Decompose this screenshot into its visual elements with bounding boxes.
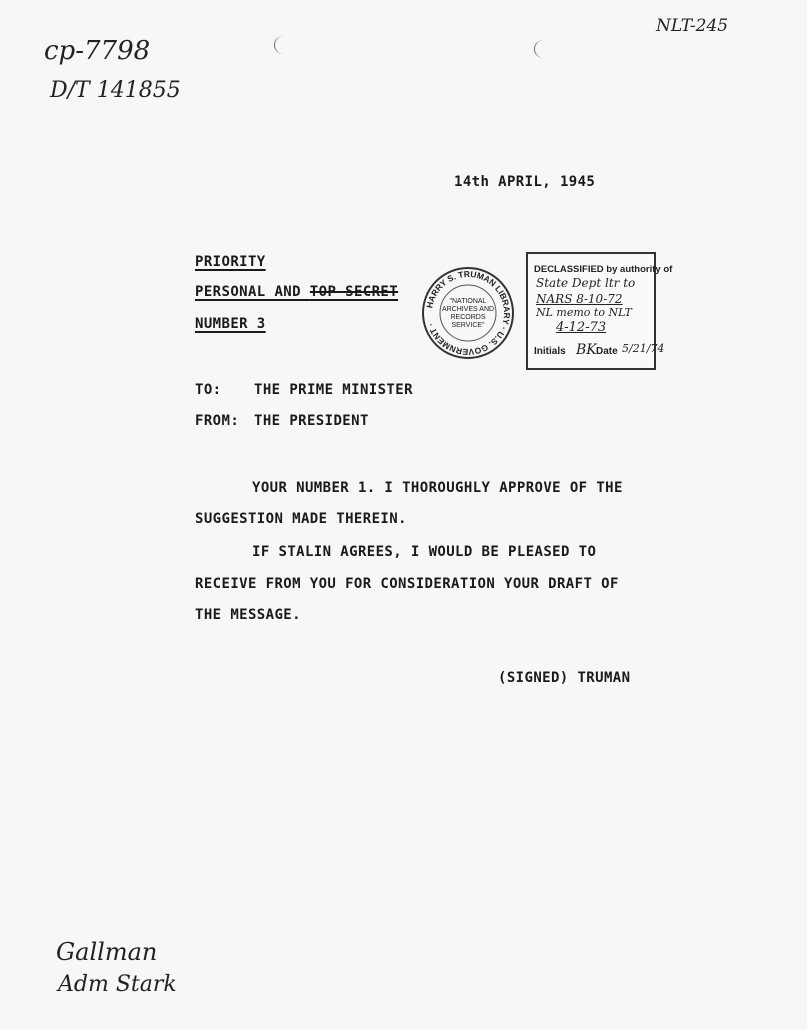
priority-header: PRIORITY bbox=[195, 254, 266, 270]
seal-center-3: RECORDS bbox=[450, 314, 486, 321]
number-header: NUMBER 3 bbox=[195, 316, 266, 332]
declassified-date-value: 5/21/74 bbox=[622, 342, 665, 355]
declassified-initials-value: BK bbox=[576, 342, 597, 358]
to-label: TO: bbox=[195, 382, 222, 398]
from-value: THE PRESIDENT bbox=[254, 413, 369, 429]
seal-center-2: ARCHIVES AND bbox=[441, 306, 495, 313]
from-label: FROM: bbox=[195, 413, 240, 429]
body-p1-line2: SUGGESTION MADE THEREIN. bbox=[195, 511, 407, 527]
declassified-stamp bbox=[526, 252, 673, 370]
punch-hole-left bbox=[274, 36, 293, 54]
document-date: 14th APRIL, 1945 bbox=[454, 174, 596, 190]
to-value: THE PRIME MINISTER bbox=[254, 382, 413, 398]
struck-classification: TOP SECRET bbox=[309, 284, 399, 300]
declassified-hand-3: NL memo to NLT bbox=[536, 306, 632, 319]
classification-header bbox=[195, 284, 398, 300]
declassified-hand-4: 4-12-73 bbox=[556, 320, 607, 335]
body-p2-line1: IF STALIN AGREES, I WOULD BE PLEASED TO bbox=[252, 544, 597, 560]
seal-ring-text: HARRY S. TRUMAN LIBRARY · U.S. GOVERNMENT · bbox=[424, 268, 513, 358]
truman-library-seal bbox=[420, 265, 516, 361]
declassified-heading: DECLASSIFIED by authority of bbox=[534, 264, 673, 275]
handwritten-bottom-1: Gallman bbox=[56, 938, 158, 966]
declassified-initials-label: Initials bbox=[534, 346, 566, 357]
body-p1-line1: YOUR NUMBER 1. I THOROUGHLY APPROVE OF THE bbox=[252, 480, 623, 496]
seal-center-4: SERVICE" bbox=[451, 322, 485, 329]
handwritten-top-right: NLT-245 bbox=[656, 16, 729, 36]
body-p2-line2: RECEIVE FROM YOU FOR CONSIDERATION YOUR DRAFT OF bbox=[195, 576, 619, 592]
seal-center-1: "NATIONAL bbox=[449, 298, 487, 305]
handwritten-bottom-2: Adm Stark bbox=[58, 972, 177, 997]
handwritten-top-left-1: cp-7798 bbox=[44, 36, 151, 66]
handwritten-top-left-2: D/T 141855 bbox=[50, 78, 181, 103]
declassified-date-label: Date bbox=[596, 346, 618, 357]
signature: (SIGNED) TRUMAN bbox=[498, 670, 631, 686]
declassified-hand-2: NARS 8-10-72 bbox=[536, 292, 623, 306]
personal-and-label: PERSONAL AND bbox=[195, 284, 301, 300]
punch-hole-right bbox=[534, 40, 553, 58]
body-p2-line3: THE MESSAGE. bbox=[195, 607, 301, 623]
declassified-hand-1: State Dept ltr to bbox=[536, 276, 636, 290]
